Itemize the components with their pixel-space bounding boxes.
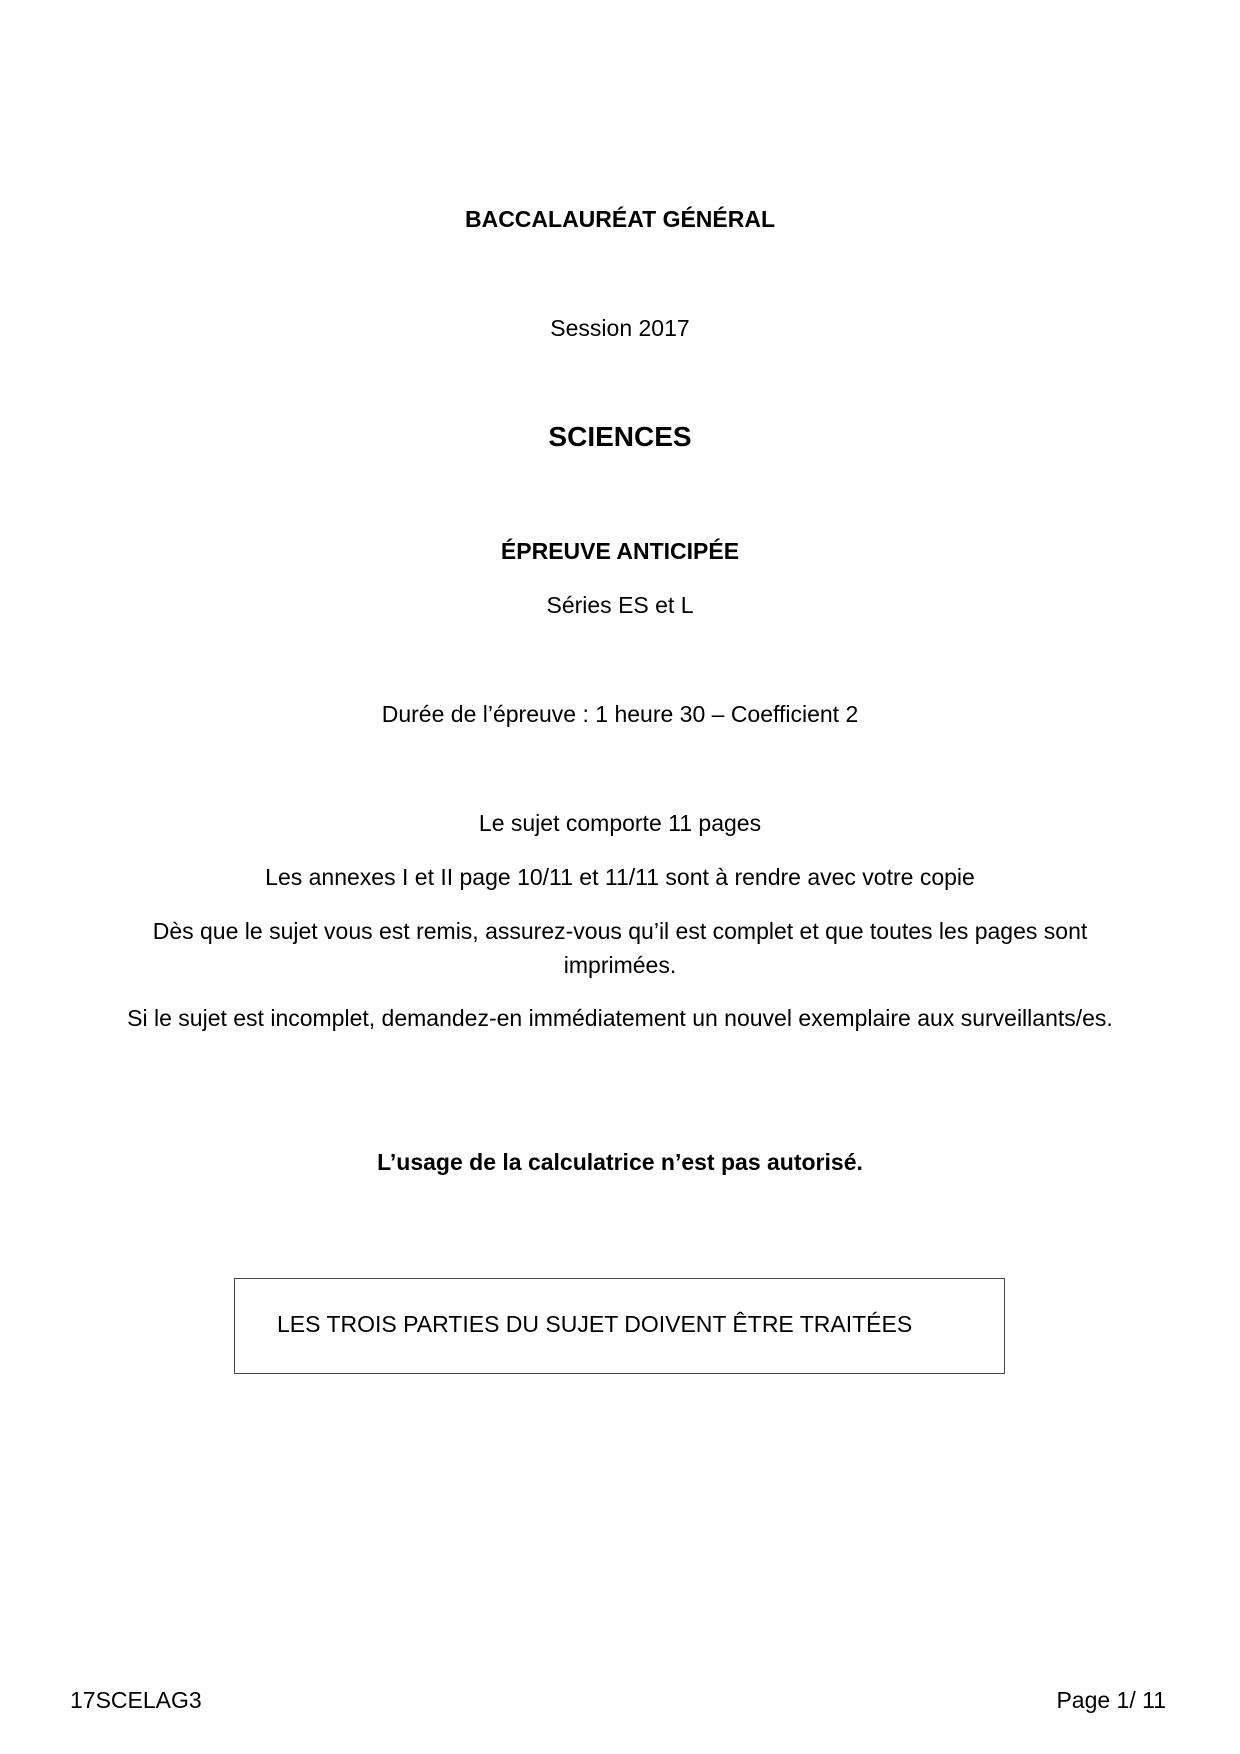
- subject-title: SCIENCES: [548, 421, 692, 452]
- session-label: Session 2017: [550, 315, 690, 341]
- notice-box: [234, 1278, 1005, 1374]
- check-complete-text: Dès que le sujet vous est remis, assurez-vous qu’il est complet et que toutes les pages sont imprimées.: [152, 918, 1088, 978]
- test-type: ÉPREUVE ANTICIPÉE: [500, 538, 740, 564]
- incomplete-text: Si le sujet est incomplet, demandez-en immédiatement un nouvel exemplaire aux surveillants/es.: [127, 1005, 1113, 1031]
- calculator-notice: L’usage de la calculatrice n’est pas autorisé.: [377, 1149, 863, 1175]
- exam-title: BACCALAURÉAT GÉNÉRAL: [464, 206, 776, 232]
- footer-code: 17SCELAG3: [70, 1687, 202, 1713]
- notice-text: LES TROIS PARTIES DU SUJET DOIVENT ÊTRE TRAITÉES: [277, 1311, 913, 1337]
- footer-page-number: Page 1/ 11: [1056, 1687, 1166, 1713]
- annexes-text: Les annexes I et II page 10/11 et 11/11 sont à rendre avec votre copie: [265, 864, 975, 890]
- duration-label: Durée de l’épreuve : 1 heure 30 – Coefficient 2: [381, 701, 859, 727]
- series-label: Séries ES et L: [546, 592, 694, 618]
- page-count-text: Le sujet comporte 11 pages: [478, 810, 762, 836]
